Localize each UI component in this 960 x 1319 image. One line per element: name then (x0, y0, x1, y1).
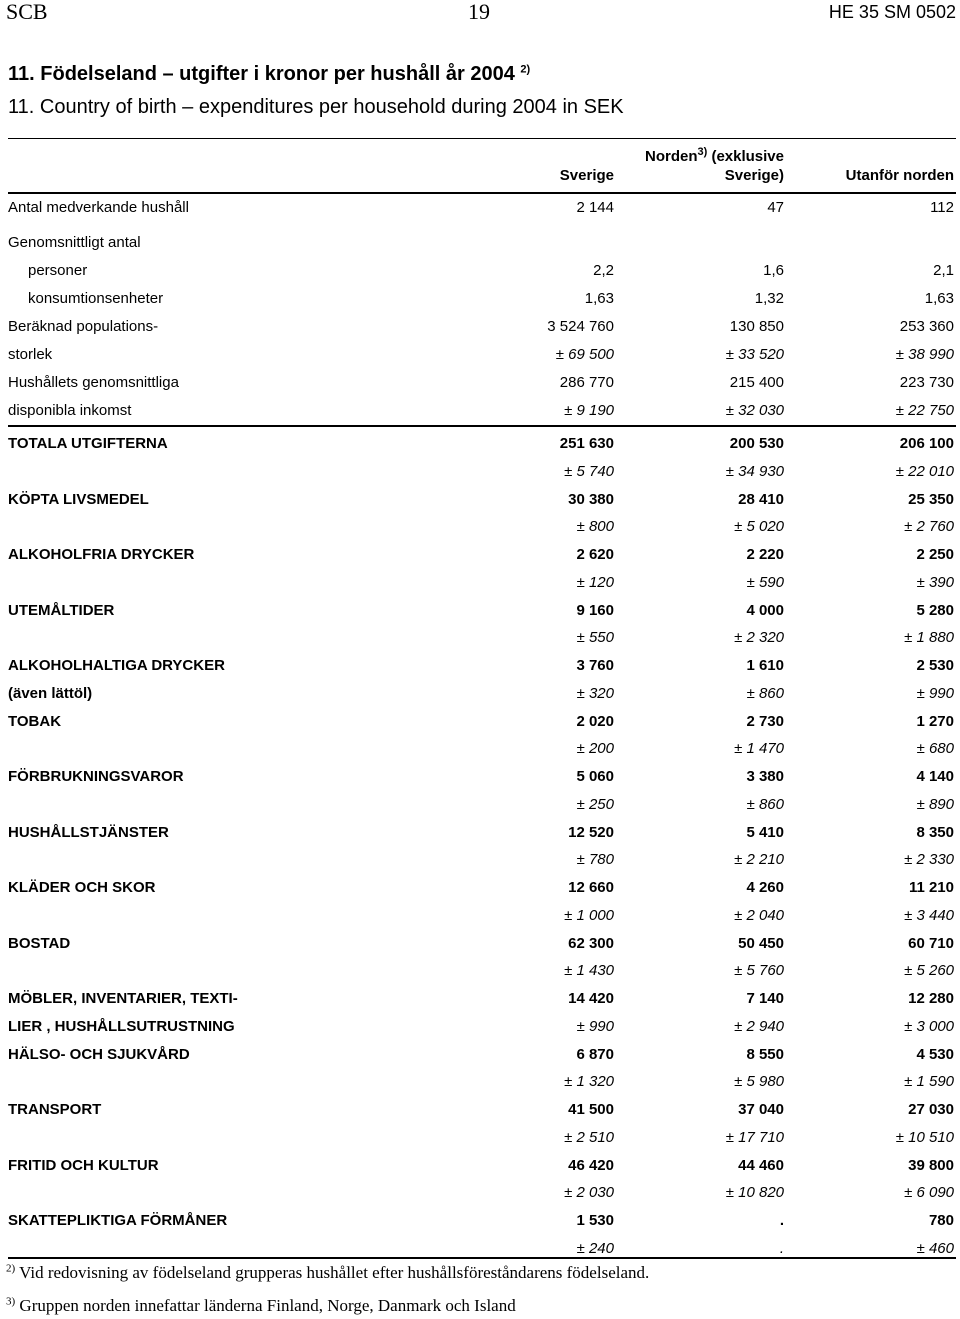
row-label: Hushållets genomsnittliga (8, 374, 179, 391)
cell-sverige: 3 524 760 (547, 318, 614, 335)
cell-norden: ± 34 930 (725, 462, 784, 480)
cell-sverige: 6 870 (576, 1045, 614, 1063)
table-title-swedish-text: 11. Födelseland – utgifter i kronor per hushåll år 2004 (8, 63, 515, 85)
cell-utanfor-norden: 2 530 (916, 657, 954, 674)
table-row (0, 1183, 960, 1203)
table-row (0, 712, 960, 732)
row-label: Beräknad populations- (8, 318, 159, 335)
cell-norden: 1,32 (754, 290, 784, 307)
table-row (0, 573, 960, 593)
cell-utanfor-norden: ± 22 750 (895, 402, 954, 419)
row-label: Antal medverkande hushåll (8, 199, 189, 216)
table-row (0, 1239, 960, 1259)
cell-norden: 200 530 (729, 435, 784, 452)
cell-norden: 7 140 (746, 990, 784, 1007)
cell-utanfor-norden: ± 3 000 (904, 1017, 954, 1035)
cell-norden: 50 450 (738, 934, 784, 952)
cell-utanfor-norden: ± 460 (916, 1239, 954, 1257)
row-label: TOTALA UTGIFTERNA (8, 435, 168, 452)
table-row (0, 906, 960, 926)
row-label: FÖRBRUKNINGSVAROR (8, 768, 184, 785)
cell-utanfor-norden: ± 890 (916, 795, 954, 813)
table-row (0, 878, 960, 898)
cell-sverige: 2 144 (576, 199, 614, 216)
cell-utanfor-norden: ± 22 010 (895, 462, 954, 480)
table-row (0, 989, 960, 1009)
cell-sverige: 12 660 (568, 879, 614, 896)
table-row (0, 490, 960, 510)
cell-utanfor-norden: 39 800 (908, 1156, 954, 1174)
row-label: (även lättöl) (8, 684, 93, 702)
row-label: SKATTEPLIKTIGA FÖRMÅNER (8, 1212, 228, 1229)
cell-norden: ± 2 210 (734, 851, 784, 869)
cell-sverige: ± 1 000 (564, 906, 614, 924)
cell-utanfor-norden: 4 530 (916, 1045, 954, 1063)
table-row (0, 601, 960, 621)
cell-norden: 28 410 (738, 490, 784, 508)
cell-norden: 5 410 (746, 823, 784, 841)
cell-norden: 2 730 (746, 712, 784, 730)
cell-norden: ± 5 760 (734, 962, 784, 980)
row-label: HÄLSO- OCH SJUKVÅRD (8, 1045, 190, 1063)
cell-utanfor-norden: ± 3 440 (904, 906, 954, 924)
report-code: HE 35 SM 0502 (828, 2, 956, 22)
cell-norden: ± 860 (746, 795, 784, 813)
cell-norden: 215 400 (729, 374, 784, 391)
footnote-3-mark: 3) (6, 1295, 16, 1308)
cell-sverige: ± 2 030 (564, 1184, 614, 1202)
cell-utanfor-norden: 780 (928, 1212, 954, 1229)
table-row (0, 767, 960, 787)
row-label: MÖBLER, INVENTARIER, TEXTI- (8, 990, 238, 1007)
cell-utanfor-norden: 25 350 (908, 490, 954, 508)
table-row (0, 317, 960, 337)
column-header-norden-text: Norden (645, 148, 698, 165)
column-header-sverige: Sverige (559, 167, 614, 184)
table-row (0, 401, 960, 421)
cell-utanfor-norden: ± 38 990 (895, 346, 954, 363)
cell-utanfor-norden: 60 710 (908, 934, 954, 952)
table-row (0, 1072, 960, 1092)
cell-sverige: ± 550 (576, 629, 614, 647)
cell-sverige: ± 69 500 (555, 346, 614, 363)
table-row (0, 1156, 960, 1176)
cell-sverige: 2 020 (576, 712, 614, 730)
footnote-2-mark: 2) (6, 1262, 16, 1275)
footnote-ref-2: 2) (520, 63, 531, 76)
cell-utanfor-norden: ± 5 260 (904, 962, 954, 980)
page-number: 19 (468, 0, 490, 24)
table-row (0, 233, 960, 253)
cell-norden: 37 040 (738, 1101, 784, 1118)
cell-norden: ± 1 470 (734, 740, 784, 758)
cell-utanfor-norden: ± 10 510 (895, 1128, 954, 1146)
row-label: TOBAK (8, 712, 62, 730)
cell-sverige: ± 200 (576, 740, 614, 758)
table-row (0, 462, 960, 482)
cell-norden: 130 850 (729, 318, 784, 335)
cell-norden: ± 590 (746, 573, 784, 591)
cell-utanfor-norden: 112 (930, 199, 954, 216)
cell-utanfor-norden: 206 100 (899, 435, 954, 452)
table-row (0, 261, 960, 281)
table-row (0, 795, 960, 815)
cell-norden: . (779, 1212, 784, 1229)
cell-norden: ± 860 (746, 684, 784, 702)
table-row (0, 656, 960, 676)
row-label: UTEMÅLTIDER (8, 601, 115, 619)
cell-norden: ± 5 980 (734, 1073, 784, 1091)
cell-utanfor-norden: ± 990 (916, 684, 954, 702)
cell-utanfor-norden: ± 390 (916, 573, 954, 591)
cell-sverige: ± 9 190 (564, 402, 614, 419)
cell-utanfor-norden: 11 210 (908, 879, 954, 896)
table-row (0, 434, 960, 454)
cell-sverige: 46 420 (568, 1156, 614, 1174)
table-row (0, 517, 960, 537)
row-label: personer (28, 262, 88, 279)
cell-utanfor-norden: 12 280 (908, 990, 954, 1007)
cell-sverige: ± 2 510 (564, 1128, 614, 1146)
cell-utanfor-norden: ± 2 330 (904, 851, 954, 869)
table-row (0, 934, 960, 954)
row-label: konsumtionsenheter (28, 290, 164, 307)
cell-norden: . (779, 1239, 784, 1257)
cell-sverige: ± 240 (576, 1239, 614, 1257)
cell-utanfor-norden: 2 250 (916, 546, 954, 563)
row-label: LIER , HUSHÅLLSUTRUSTNING (8, 1017, 235, 1035)
cell-utanfor-norden: ± 6 090 (904, 1184, 954, 1202)
cell-sverige: 30 380 (568, 490, 614, 508)
cell-sverige: 41 500 (568, 1101, 614, 1118)
cell-sverige: 3 760 (576, 657, 614, 674)
footnote-ref-3: 3) (697, 146, 708, 158)
table-row (0, 823, 960, 843)
table-title-english: 11. Country of birth – expenditures per household during 2004 in SEK (8, 96, 624, 118)
cell-sverige: ± 990 (576, 1017, 614, 1035)
table-row (0, 198, 960, 218)
cell-norden: ± 5 020 (734, 518, 784, 536)
cell-utanfor-norden: ± 680 (916, 740, 954, 758)
table-row (0, 289, 960, 309)
row-label: ALKOHOLFRIA DRYCKER (8, 546, 195, 563)
cell-sverige: ± 1 320 (564, 1073, 614, 1091)
cell-norden: 8 550 (746, 1045, 784, 1063)
cell-utanfor-norden: 4 140 (916, 768, 954, 785)
row-label: KÖPTA LIVSMEDEL (8, 490, 149, 508)
cell-sverige: ± 1 430 (564, 962, 614, 980)
cell-sverige: ± 320 (576, 684, 614, 702)
footnote-3 (6, 1296, 516, 1316)
cell-norden: 1,6 (763, 262, 784, 279)
table-row (0, 1211, 960, 1231)
cell-sverige: 251 630 (559, 435, 614, 452)
row-label: BOSTAD (8, 934, 71, 952)
cell-utanfor-norden: 27 030 (908, 1101, 954, 1118)
table-row (0, 1045, 960, 1065)
cell-sverige: 9 160 (576, 601, 614, 619)
row-label: storlek (8, 346, 53, 363)
footnote-3-text: Gruppen norden innefattar länderna Finland, Norge, Danmark och Island (15, 1296, 516, 1315)
cell-norden: ± 10 820 (725, 1184, 784, 1202)
cell-sverige: 62 300 (568, 934, 614, 952)
cell-utanfor-norden: 5 280 (916, 601, 954, 619)
cell-sverige: 14 420 (568, 990, 614, 1007)
table-row (0, 1128, 960, 1148)
cell-utanfor-norden: ± 1 880 (904, 629, 954, 647)
cell-norden: 1 610 (746, 657, 784, 674)
column-header-norden-line2: Sverige) (724, 167, 784, 184)
cell-sverige: 1,63 (584, 290, 614, 307)
table-row (0, 739, 960, 759)
footnote-2-text: Vid redovisning av födelseland grupperas hushållet efter hushållsföreståndarens födelseland. (15, 1263, 650, 1282)
cell-norden: 2 220 (746, 546, 784, 563)
cell-utanfor-norden: 1 270 (916, 712, 954, 730)
cell-utanfor-norden: 2,1 (933, 262, 954, 279)
cell-sverige: 2,2 (593, 262, 614, 279)
cell-utanfor-norden: 253 360 (899, 318, 954, 335)
cell-norden: ± 2 040 (734, 906, 784, 924)
cell-sverige: 5 060 (576, 768, 614, 785)
cell-norden: 4 000 (746, 601, 784, 619)
cell-utanfor-norden: ± 1 590 (904, 1073, 954, 1091)
cell-sverige: ± 120 (576, 573, 614, 591)
table-row (0, 345, 960, 365)
cell-utanfor-norden: 223 730 (899, 374, 954, 391)
row-label: Genomsnittligt antal (8, 234, 141, 251)
cell-norden: 47 (767, 199, 784, 216)
row-label: HUSHÅLLSTJÄNSTER (8, 823, 169, 841)
row-label: disponibla inkomst (8, 402, 132, 419)
table-row (0, 850, 960, 870)
row-label: FRITID OCH KULTUR (8, 1156, 159, 1174)
cell-sverige: 12 520 (568, 823, 614, 841)
cell-sverige: ± 5 740 (564, 462, 614, 480)
cell-norden: ± 33 520 (725, 346, 784, 363)
row-label: TRANSPORT (8, 1101, 102, 1118)
table-row (0, 628, 960, 648)
table-row (0, 1100, 960, 1120)
cell-norden: ± 17 710 (725, 1128, 784, 1146)
cell-sverige: ± 780 (576, 851, 614, 869)
header-publisher: SCB (6, 0, 48, 24)
cell-norden: ± 32 030 (725, 402, 784, 419)
cell-sverige: ± 800 (576, 518, 614, 536)
cell-norden: ± 2 940 (734, 1017, 784, 1035)
footnote-2 (6, 1263, 649, 1283)
cell-sverige: 1 530 (576, 1212, 614, 1229)
table-row (0, 545, 960, 565)
cell-norden: 4 260 (746, 879, 784, 896)
cell-norden: ± 2 320 (734, 629, 784, 647)
cell-sverige: 2 620 (576, 546, 614, 563)
column-header-utanfor-norden: Utanför norden (845, 167, 954, 184)
table-row (0, 1017, 960, 1037)
column-header-norden-text-rest: (exklusive (707, 148, 784, 165)
cell-sverige: 286 770 (559, 374, 614, 391)
cell-utanfor-norden: ± 2 760 (904, 518, 954, 536)
table-row (0, 373, 960, 393)
table-row (0, 684, 960, 704)
table-row (0, 961, 960, 981)
cell-norden: 3 380 (746, 768, 784, 785)
cell-utanfor-norden: 8 350 (916, 823, 954, 841)
row-label: ALKOHOLHALTIGA DRYCKER (8, 657, 225, 674)
cell-utanfor-norden: 1,63 (924, 290, 954, 307)
row-label: KLÄDER OCH SKOR (8, 879, 156, 896)
cell-sverige: ± 250 (576, 795, 614, 813)
cell-norden: 44 460 (738, 1156, 784, 1174)
